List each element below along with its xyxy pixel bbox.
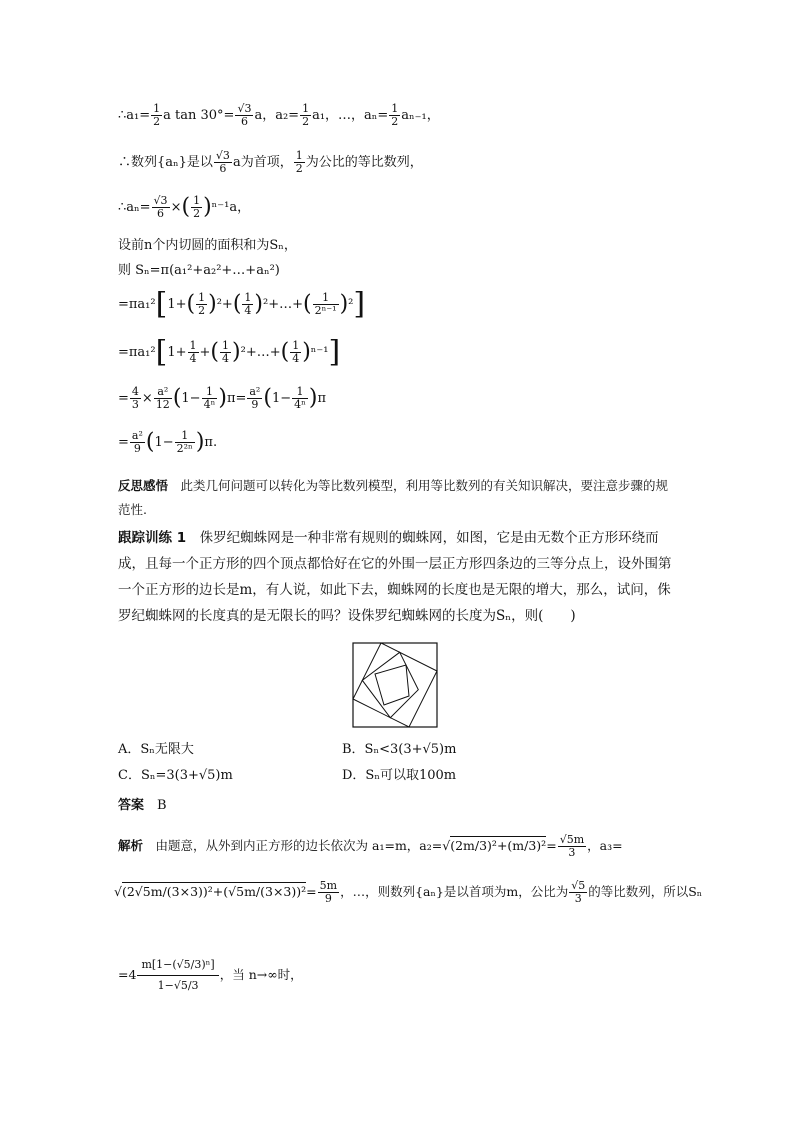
formula-line-5: 则 Sₙ=π(a₁²+a₂²+…+aₙ²) <box>118 263 280 278</box>
formula-line-6: =πa₁²[1+( $\frac{1}{2}$ )²+( $\frac{1}{4}$ )²+…+( $\frac{1}{\text{2ⁿ⁻¹}}$ )²] <box>118 286 366 322</box>
solution-line-1: 解析 由题意，从外到内正方形的边长依次为 a₁=m，a₂=√(2m/3)²+(m/3)²= $\frac{√5m}{3}$ ，a₃= <box>118 833 623 859</box>
formula-line-7: =πa₁²[1+ $\frac{1}{4}$ +( $\frac{1}{4}$ )²+…+( $\frac{1}{4}$ )ⁿ⁻¹] <box>118 334 341 370</box>
option-b[interactable]: B．Sₙ<3(3+√5)m <box>342 742 457 757</box>
formula-line-2: ∴数列{aₙ}是以 $\frac{√3}{6}$ a为首项， $\frac{1}{2}$ 为公比的等比数列， <box>118 149 423 175</box>
option-d[interactable]: D．Sₙ可以取100m <box>342 768 457 783</box>
formula-line-8: = $\frac{4}{3}$ × $\frac{\text{a²}}{12}$ (1− $\frac{1}{\text{4ⁿ}}$ )π= $\frac{\text{a²}}{9}$ (1− $\frac{1}{\text{4ⁿ}}$ )π <box>118 385 327 411</box>
exercise-paragraph: 跟踪训练 1 侏罗纪蜘蛛网是一种非常有规则的蜘蛛网，如图，它是由无数个正方形环绕而成，且每一个正方形的四个顶点都恰好在它的外围一层正方形四条边的三等分点上，设外围第一个正方形的边长是m，有人说，如此下去，蜘蛛网的长度也是无限的增大，那么，试问，侏罗纪蜘蛛网的长度真的是无限长的吗？设侏罗纪蜘蛛网的长度为Sₙ，则( ) <box>118 530 672 624</box>
solution-line-2: √(2√5m/(3×3))²+(√5m/(3×3))²= $\frac{5m}{9}$ ，…，则数列{aₙ}是以首项为m，公比为 $\frac{√5}{3}$ 的等比数列，所以Sₙ <box>114 879 703 905</box>
formula-line-4: 设前n个内切圆的面积和为Sₙ， <box>118 238 297 253</box>
option-a[interactable]: A．Sₙ无限大 <box>118 742 194 757</box>
formula-line-9: = $\frac{\text{a²}}{9}$ (1− $\frac{1}{\text{2²ⁿ}}$ )π. <box>118 429 218 455</box>
option-c[interactable]: C．Sₙ=3(3+√5)m <box>118 768 233 783</box>
formula-line-1: ∴a₁= $\frac{1}{2}$ a tan 30°= $\frac{√3}{6}$ a，a₂= $\frac{1}{2}$ a₁，…，aₙ= $\frac{1}{2}$ aₙ₋₁， <box>118 102 440 128</box>
answer-line: 答案 B <box>118 798 167 813</box>
reflection-paragraph: 反思感悟 此类几何问题可以转化为等比数列模型，利用等比数列的有关知识解决，要注意步骤的规范性. <box>118 478 669 517</box>
spider-web-figure <box>351 641 441 731</box>
solution-line-3: =4 $\frac{\text{m[1−(√5/3)ⁿ]}}{1-√5/3}$ ，当 n→∞时， <box>118 955 303 996</box>
formula-line-3: ∴aₙ= $\frac{√3}{6}$ ×( $\frac{1}{2}$ )ⁿ⁻¹a， <box>118 194 251 220</box>
